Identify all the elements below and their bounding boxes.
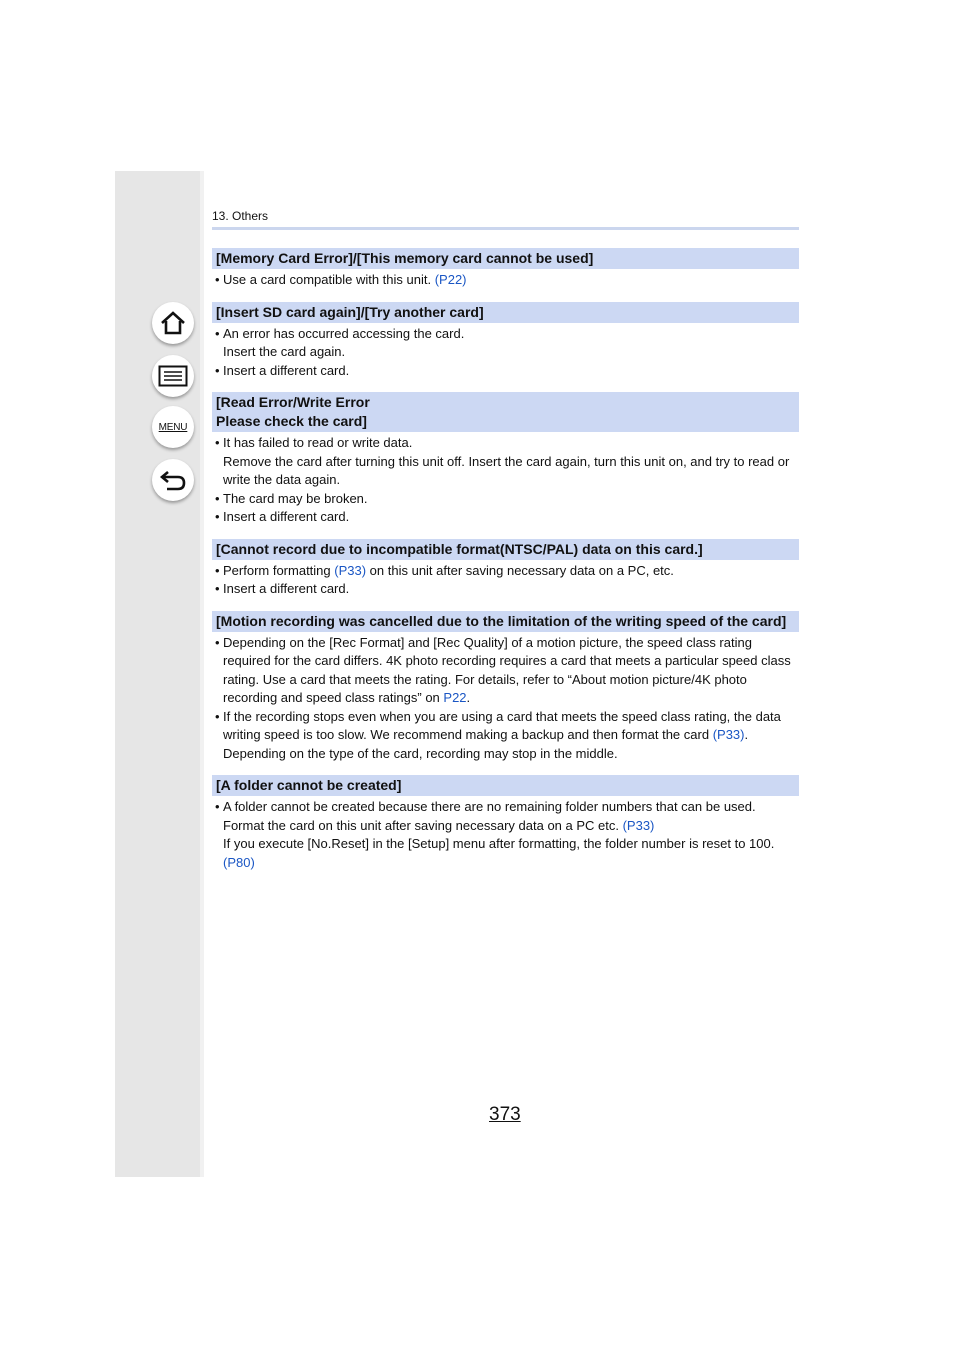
heading-line: [Read Error/Write Error — [216, 394, 370, 410]
list-item: • A folder cannot be created because there are no remaining folder numbers that can be used. Format the card on this unit after saving necessary data on a PC etc. (P33) If you execute [No.Reset] in the [Setup] menu after formatting, the folder number is reset to 100. (P80) — [212, 798, 799, 872]
item-text: The card may be broken. — [223, 490, 368, 506]
section-read-write-error — [212, 392, 799, 527]
home-icon — [159, 310, 187, 336]
list-item: • Use a card compatible with this unit. (P22) — [215, 272, 467, 287]
item-subtext: Remove the card after turning this unit off. Insert the card again, turn this unit on, and try to read or write the data again. — [223, 453, 790, 487]
page-link[interactable]: (P33) — [334, 562, 367, 578]
back-arrow-icon — [159, 468, 187, 492]
item-text: If the recording stops even when you are using a card that meets the speed class rating, the data writing speed is too slow. We recommend making a backup and then format the card — [223, 708, 781, 742]
heading-line: [Memory Card Error]/[This memory card cannot be used] — [216, 250, 594, 266]
heading-line: [Insert SD card again]/[Try another card] — [216, 303, 484, 320]
list-item: • Insert a different card. — [215, 509, 350, 524]
chapter-rule — [212, 227, 799, 230]
list-item: • If the recording stops even when you are using a card that meets the speed class rating, the data writing speed is too slow. We recommend making a backup and then format the card (P33). Depending on the type of the card, recording may stop in the middle. — [215, 708, 781, 761]
section-heading — [212, 302, 799, 323]
content — [212, 248, 799, 872]
subtext: Format the card on this unit after saving necessary data on a PC etc. — [223, 817, 623, 833]
page-link[interactable]: (P33) — [712, 727, 745, 742]
contents-button[interactable] — [152, 355, 194, 397]
list-item: • The card may be broken. — [215, 490, 368, 506]
heading-line: [A folder cannot be created] — [216, 777, 402, 793]
section-heading — [212, 775, 799, 796]
item-text: It has failed to read or write data. — [223, 435, 413, 450]
section-motion-recording-cancelled — [212, 611, 799, 764]
heading-line: Please check the card] — [216, 413, 367, 429]
item-text-after: . — [466, 690, 471, 705]
back-button[interactable] — [152, 459, 194, 501]
list-item: • An error has occurred accessing the card. Insert the card again. — [212, 325, 799, 362]
section-insert-sd-card — [212, 302, 799, 381]
item-text-after: . Depending on the type of the card, recording may stop in the middle. — [223, 727, 749, 761]
heading-line: [Cannot record due to incompatible format(NTSC/PAL) data on this card.] — [216, 540, 703, 557]
page-link[interactable]: (P22) — [434, 272, 467, 287]
section-heading — [212, 248, 799, 269]
list-item: • Insert a different card. — [215, 362, 350, 378]
item-subtext — [223, 835, 799, 872]
section-incompatible-format — [212, 539, 799, 599]
subtext: If you execute [No.Reset] in the [Setup] menu after formatting, the folder number is reset to 100. — [223, 836, 775, 851]
page-number: 373 — [489, 1104, 521, 1125]
list-item: • It has failed to read or write data. Remove the card after turning this unit off. Insert the card again, turn this unit on, and try to read or write the data again. — [212, 434, 799, 490]
item-text: Insert a different card. — [223, 581, 350, 596]
page-link[interactable]: P22 — [443, 690, 467, 705]
item-subtext — [223, 817, 799, 836]
section-heading — [212, 392, 799, 432]
section-heading — [212, 539, 799, 560]
chapter-title: 13. Others — [212, 209, 269, 223]
section-folder-cannot-be-created — [212, 775, 799, 872]
item-text: Depending on the [Rec Format] and [Rec Quality] of a motion picture, the speed class rating required for the card differs. 4K photo recording requires a card that meets a particular speed class rating. Use a card that meets the rating. For details, refer to “About motion picture/4K photo recording and speed class ratings” on — [223, 634, 791, 705]
list-icon — [158, 365, 188, 387]
item-text: Perform formatting — [223, 562, 335, 578]
home-button[interactable] — [152, 302, 194, 344]
section-memory-card-error — [212, 248, 799, 290]
page-link[interactable]: (P33) — [622, 817, 655, 833]
item-text: Insert a different card. — [223, 509, 350, 524]
menu-button[interactable] — [152, 406, 194, 448]
item-text: Insert a different card. — [223, 362, 350, 378]
item-text: A folder cannot be created because there are no remaining folder numbers that can be used. — [223, 799, 756, 814]
item-text-after: on this unit after saving necessary data on a PC, etc. — [366, 562, 674, 578]
section-heading — [212, 611, 799, 632]
item-subtext: Insert the card again. — [223, 344, 346, 359]
menu-label: MENU — [158, 421, 188, 433]
sidebar-edge — [200, 171, 204, 1177]
page-link[interactable]: (P80) — [223, 854, 255, 870]
item-text: Use a card compatible with this unit. — [223, 272, 435, 287]
heading-line: [Motion recording was cancelled due to the limitation of the writing speed of the card] — [216, 612, 787, 629]
list-item: • Depending on the [Rec Format] and [Rec Quality] of a motion picture, the speed class rating required for the card differs. 4K photo recording requires a card that meets a particular speed class rating. Use a card that meets the rating. For details, refer to “About motion picture/4K photo recording and speed class ratings” on P22. — [215, 634, 791, 705]
list-item: • Insert a different card. — [215, 581, 350, 596]
item-text: An error has occurred accessing the card. — [223, 325, 465, 341]
list-item: • Perform formatting (P33) on this unit after saving necessary data on a PC, etc. — [215, 562, 674, 578]
